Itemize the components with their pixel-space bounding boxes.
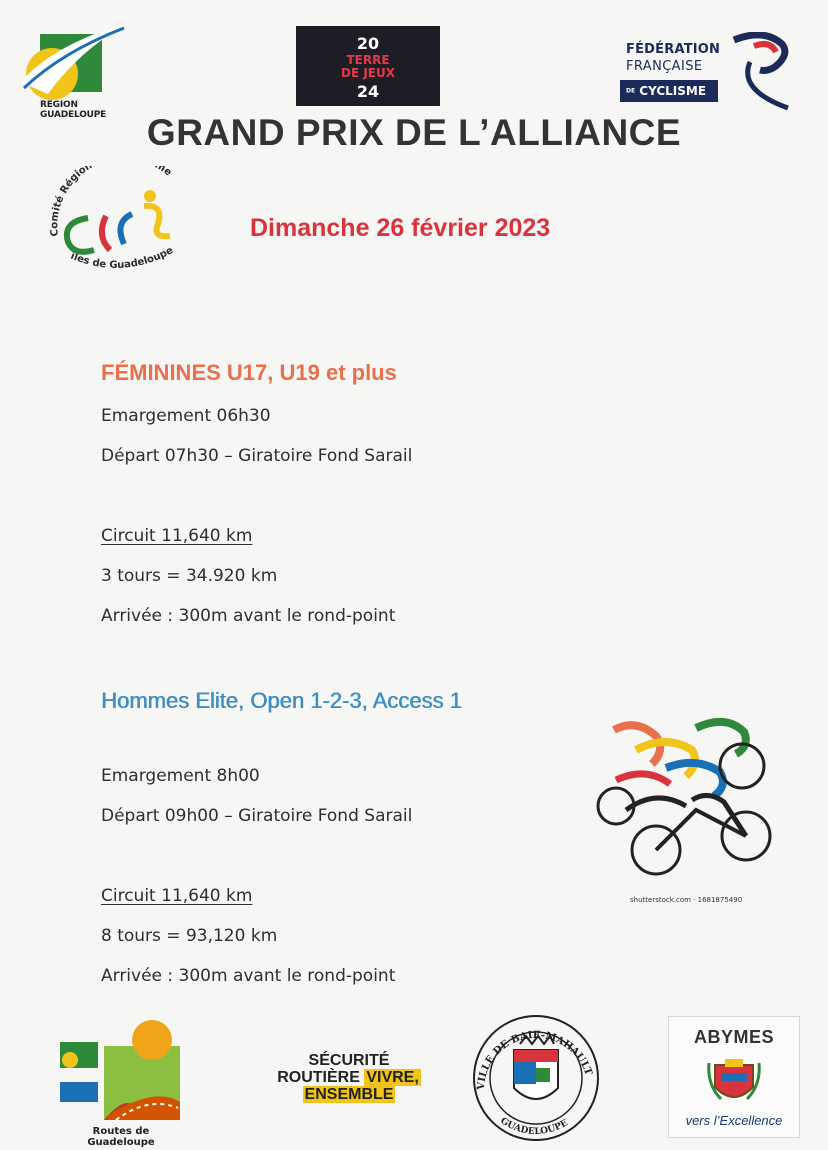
routes-logo-caption: Routes de Guadeloupe — [87, 1126, 155, 1148]
abymes-logo — [668, 1016, 800, 1138]
page-title: GRAND PRIX DE L’ALLIANCE — [146, 112, 682, 153]
baie-seal-graphic — [466, 1006, 606, 1146]
ffc-line3: DE CYCLISME — [620, 80, 718, 102]
securite-line1: SÉCURITÉ — [308, 1052, 390, 1069]
ffc-line1: FÉDÉRATION — [626, 42, 721, 57]
ffc-logo — [620, 32, 800, 110]
svg-text:GUADELOUPE: GUADELOUPE — [498, 1116, 570, 1138]
hommes-arrivee: Arrivée : 300m avant le rond-point — [101, 966, 396, 986]
hommes-depart: Départ 09h00 – Giratoire Fond Sarail — [101, 806, 413, 826]
tdj-middle: TERRE DE JEUX — [341, 53, 395, 80]
svg-text:Comité Régional de Cyclisme: Comité Région me — [49, 166, 174, 237]
ffc-line2: FRANÇAISE — [626, 59, 703, 74]
baie-mahault-seal — [466, 1006, 606, 1146]
securite-line3: ENSEMBLE — [304, 1086, 394, 1103]
feminines-tours: 3 tours = 34.920 km — [101, 566, 278, 586]
illustration-credit: shutterstock.com · 1681875490 — [630, 896, 743, 904]
cyclists-graphic — [596, 710, 786, 890]
region-logo-text: REGION GUADELOUPE — [40, 100, 107, 120]
routes-de-guadeloupe-logo — [58, 1016, 184, 1148]
region-logo-graphic — [18, 22, 128, 102]
feminines-circuit: Circuit 11,640 km — [101, 526, 253, 546]
region-guadeloupe-logo — [18, 22, 128, 122]
abymes-crest-graphic — [707, 1055, 761, 1109]
abymes-name: ABYMES — [693, 1027, 774, 1047]
section-title-feminines: FÉMININES U17, U19 et plus — [101, 360, 397, 385]
tdj-line4: 24 — [356, 82, 380, 101]
ffc-swoosh-graphic — [724, 32, 800, 110]
routes-logo-graphic — [58, 1016, 184, 1122]
securite-routiere-logo — [264, 1052, 434, 1103]
event-date: Dimanche 26 février 2023 — [250, 214, 551, 242]
feminines-arrivee: Arrivée : 300m avant le rond-point — [101, 606, 396, 626]
feminines-emargement: Emargement 06h30 — [101, 406, 271, 426]
securite-line2: ROUTIÈRE VIVRE, — [277, 1069, 419, 1086]
comite-regional-logo — [40, 166, 200, 286]
terre-de-jeux-logo — [296, 26, 440, 106]
hommes-tours: 8 tours = 93,120 km — [101, 926, 278, 946]
tdj-line1: 20 — [356, 34, 380, 53]
hommes-emargement: Emargement 8h00 — [101, 766, 260, 786]
hommes-circuit: Circuit 11,640 km — [101, 886, 253, 906]
section-title-hommes: Hommes Elite, Open 1-2-3, Access 1 — [101, 688, 462, 713]
svg-text:îles de Guadeloupe: îles de Guadeloupe — [68, 245, 176, 272]
cyclists-illustration — [596, 710, 786, 890]
feminines-depart: Départ 07h30 – Giratoire Fond Sarail — [101, 446, 413, 466]
abymes-slogan: vers l’Excellence — [685, 1113, 783, 1128]
comite-logo-graphic — [40, 166, 200, 286]
svg-text:VILLE DE BAIE-MAHAULT: VILLE DE BAIE-MAHAULT — [475, 1029, 594, 1091]
